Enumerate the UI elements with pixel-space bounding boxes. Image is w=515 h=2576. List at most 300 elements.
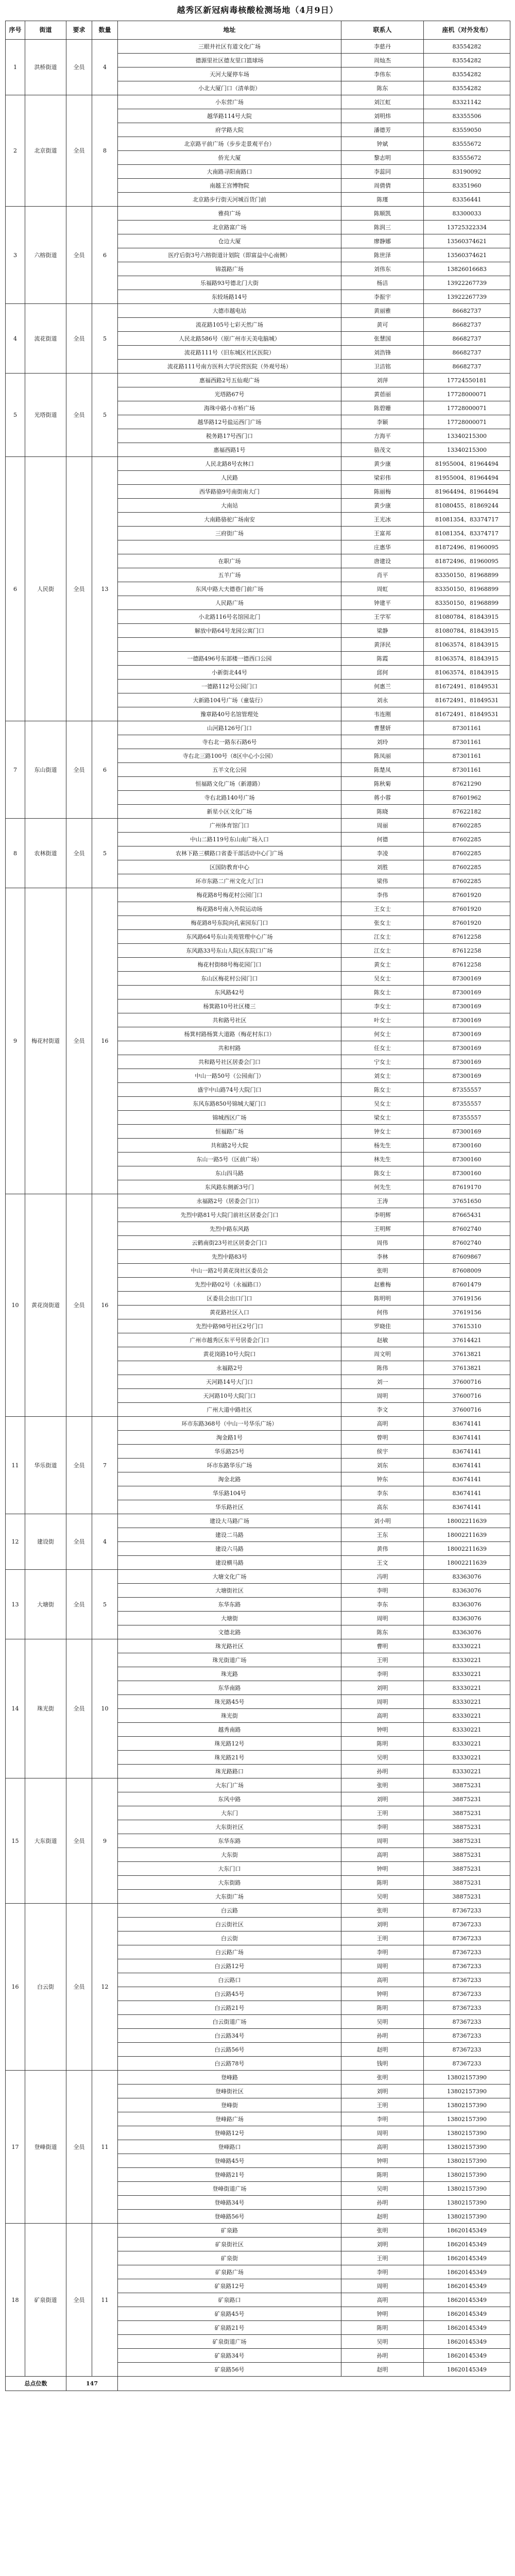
site-contact: 黄可 bbox=[341, 318, 424, 332]
header-phone: 座机（对外发布） bbox=[424, 21, 510, 40]
site-contact: 刘女士 bbox=[341, 1069, 424, 1083]
site-address: 大塘街 bbox=[118, 1612, 341, 1625]
site-address: 珠光路12号 bbox=[118, 1737, 341, 1751]
site-address: 永福路2号 bbox=[118, 1361, 341, 1375]
site-contact: 黎志明 bbox=[341, 151, 424, 165]
group-requirement: 全员 bbox=[66, 2224, 92, 2377]
site-address: 海珠中路小市桥广场 bbox=[118, 401, 341, 415]
site-contact: 李女士 bbox=[341, 999, 424, 1013]
group-requirement: 全员 bbox=[66, 1194, 92, 1417]
group-count: 6 bbox=[92, 207, 118, 304]
site-contact: 刘玲 bbox=[341, 735, 424, 749]
table-row bbox=[6, 1639, 510, 1653]
site-contact: 陈明 bbox=[341, 2168, 424, 2182]
site-phone: 81081354、83374717 bbox=[424, 527, 510, 540]
testing-sites-table bbox=[5, 21, 510, 2391]
site-contact: 李明 bbox=[341, 2112, 424, 2126]
site-contact: 张明 bbox=[341, 2224, 424, 2238]
site-address: 农林下路三横路口省委干部活动中心门广场 bbox=[118, 846, 341, 860]
site-address: 区委员会出口门口 bbox=[118, 1292, 341, 1306]
table-row bbox=[6, 40, 510, 54]
group-no: 7 bbox=[6, 721, 25, 819]
site-phone: 87367233 bbox=[424, 2043, 510, 2057]
site-contact: 陈女士 bbox=[341, 1166, 424, 1180]
site-phone: 18620145349 bbox=[424, 2293, 510, 2307]
site-phone: 87367233 bbox=[424, 1973, 510, 1987]
site-phone: 87300169 bbox=[424, 1027, 510, 1041]
site-contact: 曹慧妍 bbox=[341, 721, 424, 735]
group-street: 光塔街道 bbox=[25, 374, 66, 457]
site-phone: 38875231 bbox=[424, 1820, 510, 1834]
site-phone: 37614421 bbox=[424, 1333, 510, 1347]
header-contact: 联系人 bbox=[341, 21, 424, 40]
site-contact: 卫洁铭 bbox=[341, 360, 424, 374]
site-address: 珠光路路口 bbox=[118, 1765, 341, 1778]
site-address: 天河大厦停车场 bbox=[118, 67, 341, 81]
site-phone: 83363076 bbox=[424, 1584, 510, 1598]
table-header-row bbox=[6, 21, 510, 40]
site-contact: 张明 bbox=[341, 1778, 424, 1792]
site-address: 东风路42号 bbox=[118, 986, 341, 999]
site-address: 西华路骆9号南街南大门 bbox=[118, 485, 341, 499]
table-row bbox=[6, 1570, 510, 1584]
site-phone: 83330221 bbox=[424, 1653, 510, 1667]
group-requirement: 全员 bbox=[66, 1639, 92, 1778]
site-address: 共和路号社区 bbox=[118, 1013, 341, 1027]
table-row bbox=[6, 888, 510, 902]
site-phone: 18620145349 bbox=[424, 2251, 510, 2265]
site-contact: 陈润三 bbox=[341, 221, 424, 234]
site-phone: 81063574、81843915 bbox=[424, 638, 510, 652]
total-blank bbox=[118, 2377, 510, 2391]
site-contact: 高东 bbox=[341, 1500, 424, 1514]
site-contact: 江女士 bbox=[341, 930, 424, 944]
site-contact: 陈明明 bbox=[341, 1292, 424, 1306]
site-contact: 何女士 bbox=[341, 1027, 424, 1041]
site-address: 小北大厦门口（清单街） bbox=[118, 81, 341, 95]
site-contact: 周明 bbox=[341, 2279, 424, 2293]
site-phone: 38875231 bbox=[424, 1862, 510, 1876]
site-contact: 王明 bbox=[341, 1931, 424, 1945]
group-no: 15 bbox=[6, 1778, 25, 1904]
group-no: 13 bbox=[6, 1570, 25, 1639]
site-address: 北京路步行街天河城百货门前 bbox=[118, 193, 341, 207]
site-phone: 38875231 bbox=[424, 1834, 510, 1848]
group-street: 梅花村街道 bbox=[25, 888, 66, 1194]
group-requirement: 全员 bbox=[66, 374, 92, 457]
site-contact: 邱何 bbox=[341, 666, 424, 680]
site-address: 白云街社区 bbox=[118, 1918, 341, 1931]
site-contact: 吴女士 bbox=[341, 972, 424, 986]
site-contact: 江女士 bbox=[341, 944, 424, 958]
table-row bbox=[6, 2071, 510, 2084]
site-phone: 87300169 bbox=[424, 1013, 510, 1027]
site-address: 矿泉街 bbox=[118, 2251, 341, 2265]
site-phone: 83330221 bbox=[424, 1667, 510, 1681]
site-address: 流花路111号南方医科大学民营医院（外观号场） bbox=[118, 360, 341, 374]
site-contact: 周明 bbox=[341, 1612, 424, 1625]
site-contact: 钟明 bbox=[341, 2154, 424, 2168]
site-address: 越华路114号大院 bbox=[118, 109, 341, 123]
site-phone: 37615310 bbox=[424, 1319, 510, 1333]
group-street: 大塘街 bbox=[25, 1570, 66, 1639]
site-phone: 83321142 bbox=[424, 95, 510, 109]
site-address: 解放中路64号龙园公寓门口 bbox=[118, 624, 341, 638]
site-phone: 18620145349 bbox=[424, 2238, 510, 2251]
site-phone: 87300160 bbox=[424, 1166, 510, 1180]
site-contact: 王文 bbox=[341, 1556, 424, 1570]
site-address: 中山一路50号（公园南门） bbox=[118, 1069, 341, 1083]
site-contact: 何惠兰 bbox=[341, 680, 424, 693]
site-address: 人民北路8号农林口 bbox=[118, 457, 341, 471]
site-contact: 李伟东 bbox=[341, 67, 424, 81]
site-contact: 高明 bbox=[341, 1417, 424, 1431]
site-phone: 83555672 bbox=[424, 151, 510, 165]
total-value: 147 bbox=[66, 2377, 118, 2391]
site-address: 天河路10号大院门口 bbox=[118, 1389, 341, 1403]
group-street: 建设街 bbox=[25, 1514, 66, 1570]
site-address: 登峰路12号 bbox=[118, 2126, 341, 2140]
site-address: 白云路45号 bbox=[118, 1987, 341, 2001]
site-contact: 刘小明 bbox=[341, 1514, 424, 1528]
site-address: 北京路平前广场（步步走景观平台） bbox=[118, 137, 341, 151]
site-contact: 吴明 bbox=[341, 1890, 424, 1904]
site-phone: 87301161 bbox=[424, 763, 510, 777]
site-contact: 陈明 bbox=[341, 2001, 424, 2015]
site-address: 矿泉路45号 bbox=[118, 2307, 341, 2321]
site-address: 杨箕路10号社区楼三 bbox=[118, 999, 341, 1013]
site-contact: 黄少康 bbox=[341, 457, 424, 471]
site-contact: 钟女士 bbox=[341, 1125, 424, 1139]
site-contact: 何伟 bbox=[341, 1306, 424, 1319]
site-address: 中山二路119号东山南广场入口 bbox=[118, 833, 341, 846]
site-phone: 83330221 bbox=[424, 1723, 510, 1737]
group-requirement: 全员 bbox=[66, 2071, 92, 2224]
site-contact: 李明辉 bbox=[341, 1208, 424, 1222]
group-street: 矿泉街道 bbox=[25, 2224, 66, 2377]
site-contact: 刘明炜 bbox=[341, 109, 424, 123]
site-contact: 李凌 bbox=[341, 846, 424, 860]
site-phone: 13802157390 bbox=[424, 2154, 510, 2168]
site-address: 东山四马路 bbox=[118, 1166, 341, 1180]
site-address: 一德路496号东部楼一德西口公园 bbox=[118, 652, 341, 666]
group-no: 17 bbox=[6, 2071, 25, 2224]
site-address: 登峰街 bbox=[118, 2098, 341, 2112]
site-phone: 38875231 bbox=[424, 1792, 510, 1806]
site-phone: 18620145349 bbox=[424, 2307, 510, 2321]
site-phone: 83363076 bbox=[424, 1625, 510, 1639]
site-phone: 13725322334 bbox=[424, 221, 510, 234]
site-contact: 周文明 bbox=[341, 1347, 424, 1361]
site-phone: 13560374621 bbox=[424, 248, 510, 262]
header-requirement: 要求 bbox=[66, 21, 92, 40]
site-address: 大德市越电站 bbox=[118, 304, 341, 318]
site-contact: 钟明 bbox=[341, 1723, 424, 1737]
site-address: 淘金路1号 bbox=[118, 1431, 341, 1445]
site-contact: 高明 bbox=[341, 1973, 424, 1987]
site-contact: 刘明 bbox=[341, 1918, 424, 1931]
site-contact: 刘浩锋 bbox=[341, 346, 424, 360]
group-count: 10 bbox=[92, 1639, 118, 1778]
site-phone: 13802157390 bbox=[424, 2071, 510, 2084]
site-address: 云鹤南街23号社区居委会门口 bbox=[118, 1236, 341, 1250]
site-address: 黄花岗路10号大院口 bbox=[118, 1347, 341, 1361]
site-phone: 83355506 bbox=[424, 109, 510, 123]
site-phone: 87367233 bbox=[424, 1918, 510, 1931]
site-address: 先烈中路83号 bbox=[118, 1250, 341, 1264]
header-no: 序号 bbox=[6, 21, 25, 40]
site-phone: 83190092 bbox=[424, 165, 510, 179]
site-phone: 87601920 bbox=[424, 888, 510, 902]
group-street: 黄花岗街道 bbox=[25, 1194, 66, 1417]
site-phone: 83330221 bbox=[424, 1695, 510, 1709]
site-address: 矿泉街社区 bbox=[118, 2238, 341, 2251]
site-phone: 38875231 bbox=[424, 1876, 510, 1890]
site-contact: 黄蓓丽 bbox=[341, 387, 424, 401]
site-contact: 曾明 bbox=[341, 1431, 424, 1445]
table-row bbox=[6, 819, 510, 833]
site-address: 登峰路广场 bbox=[118, 2112, 341, 2126]
site-contact: 王富邦 bbox=[341, 527, 424, 540]
site-address bbox=[118, 638, 341, 652]
site-address: 环市东路华乐广场 bbox=[118, 1459, 341, 1472]
site-phone: 81872496、81960095 bbox=[424, 554, 510, 568]
site-contact: 周明 bbox=[341, 1959, 424, 1973]
group-no: 9 bbox=[6, 888, 25, 1194]
site-address: 广州体育馆门口 bbox=[118, 819, 341, 833]
group-no: 14 bbox=[6, 1639, 25, 1778]
site-phone: 87601920 bbox=[424, 916, 510, 930]
site-contact: 吴明 bbox=[341, 1751, 424, 1765]
site-address: 在职广场 bbox=[118, 554, 341, 568]
site-address: 大东门 bbox=[118, 1806, 341, 1820]
site-contact: 陈秋菊 bbox=[341, 777, 424, 791]
site-contact: 曹明 bbox=[341, 1639, 424, 1653]
site-contact: 周明 bbox=[341, 1389, 424, 1403]
site-address: 东山一路5号（区前广场） bbox=[118, 1153, 341, 1166]
site-address: 珠光路 bbox=[118, 1667, 341, 1681]
site-phone: 81955004、81964494 bbox=[424, 457, 510, 471]
site-contact: 梁伟 bbox=[341, 874, 424, 888]
site-phone: 83554282 bbox=[424, 67, 510, 81]
site-contact: 周灿杰 bbox=[341, 54, 424, 67]
table-row bbox=[6, 721, 510, 735]
site-phone: 83559050 bbox=[424, 123, 510, 137]
site-contact: 黄伟 bbox=[341, 1542, 424, 1556]
group-street: 白云街 bbox=[25, 1904, 66, 2071]
site-phone: 87300169 bbox=[424, 1125, 510, 1139]
site-address: 流花路105号七彩天然广场 bbox=[118, 318, 341, 332]
site-phone: 83674141 bbox=[424, 1417, 510, 1431]
site-address: 登峰街道广场 bbox=[118, 2182, 341, 2196]
table-row bbox=[6, 1514, 510, 1528]
site-phone: 87367233 bbox=[424, 2029, 510, 2043]
site-address: 越秀南路 bbox=[118, 1723, 341, 1737]
site-address: 大塘文化广场 bbox=[118, 1570, 341, 1584]
site-address: 寺右北一路东石路6号 bbox=[118, 735, 341, 749]
site-contact: 王女士 bbox=[341, 902, 424, 916]
site-phone: 83363076 bbox=[424, 1612, 510, 1625]
site-contact: 李颖 bbox=[341, 415, 424, 429]
site-address: 大东街 bbox=[118, 1848, 341, 1862]
header-site: 地址 bbox=[118, 21, 341, 40]
site-contact: 黄少康 bbox=[341, 499, 424, 513]
site-contact: 高明 bbox=[341, 1709, 424, 1723]
site-phone: 18002211639 bbox=[424, 1528, 510, 1542]
site-contact: 李明 bbox=[341, 2265, 424, 2279]
table-row bbox=[6, 207, 510, 221]
site-phone: 83674141 bbox=[424, 1445, 510, 1459]
site-address: 先烈中路东风路 bbox=[118, 1222, 341, 1236]
site-contact: 吴女士 bbox=[341, 1097, 424, 1111]
table-row bbox=[6, 304, 510, 318]
group-no: 18 bbox=[6, 2224, 25, 2377]
site-address: 登峰路45号 bbox=[118, 2154, 341, 2168]
site-phone: 87602285 bbox=[424, 819, 510, 833]
site-address: 共和村路 bbox=[118, 1041, 341, 1055]
site-phone: 81964494、81964494 bbox=[424, 485, 510, 499]
site-phone: 87300169 bbox=[424, 972, 510, 986]
site-contact: 高明 bbox=[341, 2293, 424, 2307]
site-address: 锦城西区广场 bbox=[118, 1111, 341, 1125]
site-contact: 周明 bbox=[341, 2126, 424, 2140]
site-address: 东较场路14号 bbox=[118, 290, 341, 304]
site-phone: 81080784、81843915 bbox=[424, 624, 510, 638]
site-contact: 周伟 bbox=[341, 1236, 424, 1250]
site-contact: 周丽 bbox=[341, 819, 424, 833]
site-contact: 赵明 bbox=[341, 2210, 424, 2224]
site-address: 新星小区文化广场 bbox=[118, 805, 341, 819]
site-phone: 87367233 bbox=[424, 1931, 510, 1945]
site-address: 东华东路 bbox=[118, 1598, 341, 1612]
site-contact: 刘永 bbox=[341, 693, 424, 707]
site-phone: 87602285 bbox=[424, 833, 510, 846]
site-phone: 87665431 bbox=[424, 1208, 510, 1222]
site-phone: 37600716 bbox=[424, 1389, 510, 1403]
site-contact: 陈顺凯 bbox=[341, 207, 424, 221]
group-street: 华乐街道 bbox=[25, 1417, 66, 1514]
site-address: 仓边大厦 bbox=[118, 234, 341, 248]
site-contact: 赵明 bbox=[341, 2363, 424, 2377]
site-phone: 87355557 bbox=[424, 1097, 510, 1111]
group-requirement: 全员 bbox=[66, 1417, 92, 1514]
site-contact: 方海平 bbox=[341, 429, 424, 443]
site-contact: 侯宇 bbox=[341, 1445, 424, 1459]
site-contact: 陈晓 bbox=[341, 805, 424, 819]
site-phone: 87602740 bbox=[424, 1222, 510, 1236]
site-phone: 81672491、81849531 bbox=[424, 693, 510, 707]
site-phone: 17728000071 bbox=[424, 387, 510, 401]
site-phone: 18002211639 bbox=[424, 1542, 510, 1556]
site-phone: 13802157390 bbox=[424, 2168, 510, 2182]
group-count: 9 bbox=[92, 1778, 118, 1904]
site-address: 华乐路社区 bbox=[118, 1500, 341, 1514]
site-address: 白云路56号 bbox=[118, 2043, 341, 2057]
site-address: 珠光街道广场 bbox=[118, 1653, 341, 1667]
group-count: 12 bbox=[92, 1904, 118, 2071]
site-phone: 86682737 bbox=[424, 332, 510, 346]
site-address: 盛宇中山路74号大院门口 bbox=[118, 1083, 341, 1097]
site-phone: 83351960 bbox=[424, 179, 510, 193]
group-no: 8 bbox=[6, 819, 25, 888]
site-contact: 赵敏 bbox=[341, 1333, 424, 1347]
site-contact: 王明辉 bbox=[341, 1222, 424, 1236]
site-address: 寺右北路140号广场 bbox=[118, 791, 341, 805]
site-contact: 刘明 bbox=[341, 1792, 424, 1806]
site-address: 寺右北三路100号（8区中心小公园） bbox=[118, 749, 341, 763]
site-phone: 83350150、81968899 bbox=[424, 596, 510, 610]
site-contact: 李东 bbox=[341, 1598, 424, 1612]
site-contact: 陈伟 bbox=[341, 1361, 424, 1375]
site-contact: 李文 bbox=[341, 1403, 424, 1417]
header-count: 数量 bbox=[92, 21, 118, 40]
site-contact: 王明 bbox=[341, 1653, 424, 1667]
site-address: 建设横马路 bbox=[118, 1556, 341, 1570]
site-address: 大南路骆驼广场南安 bbox=[118, 513, 341, 527]
site-phone: 37600716 bbox=[424, 1375, 510, 1389]
site-address: 珠光路45号 bbox=[118, 1695, 341, 1709]
site-address: 矿泉路广场 bbox=[118, 2265, 341, 2279]
site-phone: 87367233 bbox=[424, 1959, 510, 1973]
site-address: 登峰路56号 bbox=[118, 2210, 341, 2224]
site-phone: 87300169 bbox=[424, 1041, 510, 1055]
site-phone: 87300160 bbox=[424, 1153, 510, 1166]
site-address: 恒福路文化广场（新港路） bbox=[118, 777, 341, 791]
group-requirement: 全员 bbox=[66, 1904, 92, 2071]
site-contact: 李明 bbox=[341, 1820, 424, 1834]
site-contact: 黄泽民 bbox=[341, 638, 424, 652]
site-contact: 王涛 bbox=[341, 1194, 424, 1208]
site-contact: 陈丽梅 bbox=[341, 485, 424, 499]
site-contact: 蒋小蓉 bbox=[341, 791, 424, 805]
site-phone: 81955004、81964494 bbox=[424, 471, 510, 485]
site-address: 环市东路二广州文化大门口 bbox=[118, 874, 341, 888]
site-phone: 18620145349 bbox=[424, 2224, 510, 2238]
site-address: 白云路21号 bbox=[118, 2001, 341, 2015]
site-contact: 钱明 bbox=[341, 2057, 424, 2071]
site-address: 梅花路8号东院向孔雀园东门口 bbox=[118, 916, 341, 930]
site-address: 大东门口 bbox=[118, 1862, 341, 1876]
group-count: 5 bbox=[92, 1570, 118, 1639]
site-phone: 18002211639 bbox=[424, 1556, 510, 1570]
group-street: 登峰街道 bbox=[25, 2071, 66, 2224]
site-phone: 83330221 bbox=[424, 1737, 510, 1751]
site-address: 三眼井社区有道文化广场 bbox=[118, 40, 341, 54]
site-address: 珠光路社区 bbox=[118, 1639, 341, 1653]
group-street: 东山街道 bbox=[25, 721, 66, 819]
site-phone: 83674141 bbox=[424, 1431, 510, 1445]
site-contact: 李伟 bbox=[341, 888, 424, 902]
site-address: 白云路口 bbox=[118, 1973, 341, 1987]
site-address: 广州市越秀区东平号居委会门口 bbox=[118, 1333, 341, 1347]
group-street: 人民街 bbox=[25, 457, 66, 721]
site-contact: 陈明 bbox=[341, 1876, 424, 1890]
site-phone: 18620145349 bbox=[424, 2363, 510, 2377]
site-contact: 张女士 bbox=[341, 916, 424, 930]
site-address: 东风路东侧新3号门 bbox=[118, 1180, 341, 1194]
site-contact: 梁静 bbox=[341, 624, 424, 638]
group-count: 7 bbox=[92, 1417, 118, 1514]
site-contact: 陈楚凤 bbox=[341, 763, 424, 777]
site-contact: 何先生 bbox=[341, 1180, 424, 1194]
site-address: 先烈中路81号大院门前社区居委会门口 bbox=[118, 1208, 341, 1222]
site-phone: 83674141 bbox=[424, 1459, 510, 1472]
site-contact: 任女士 bbox=[341, 1041, 424, 1055]
site-address: 锦荔路广场 bbox=[118, 262, 341, 276]
site-phone: 83674141 bbox=[424, 1472, 510, 1486]
site-address: 共和路2号大院 bbox=[118, 1139, 341, 1153]
group-requirement: 全员 bbox=[66, 1514, 92, 1570]
